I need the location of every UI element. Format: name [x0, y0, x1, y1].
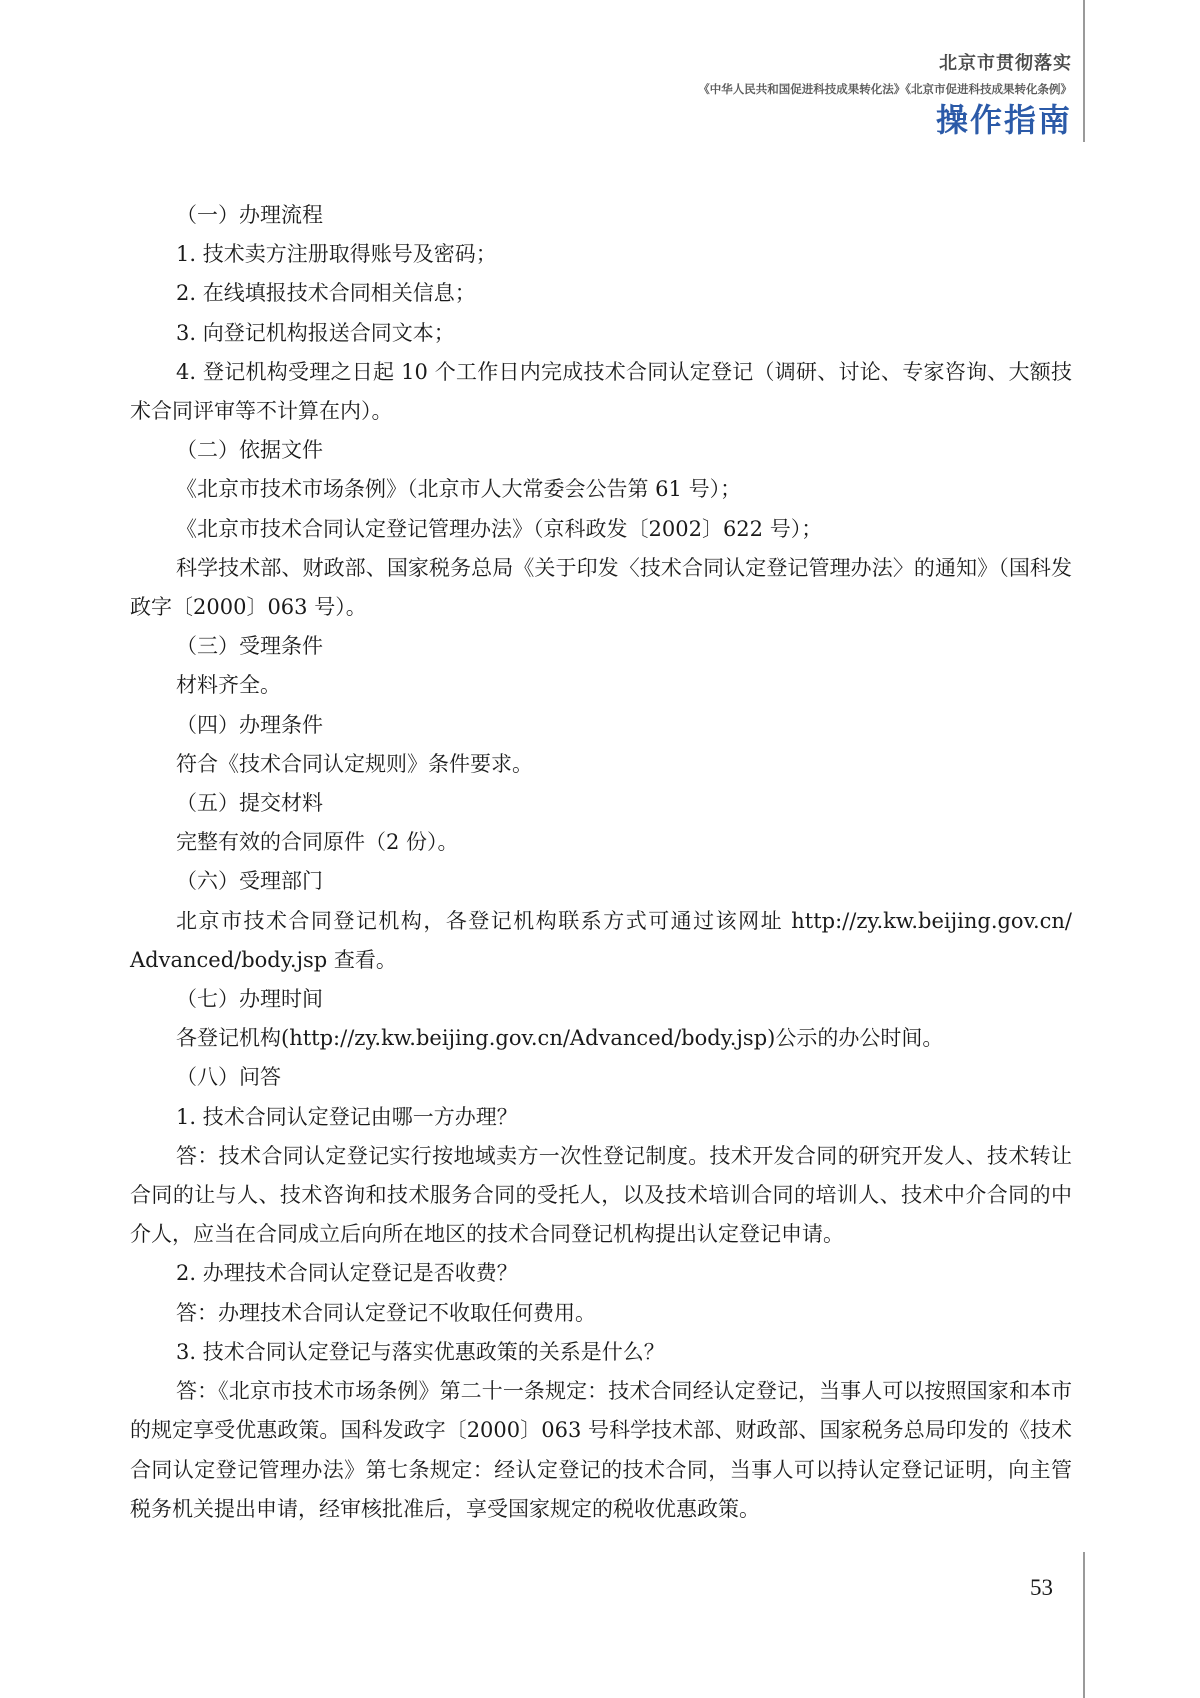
list-item: 1. 技术卖方注册取得账号及密码；	[176, 242, 497, 267]
section-heading: （六）受理部门	[176, 869, 323, 894]
paragraph: 符合《技术合同认定规则》条件要求。	[176, 751, 533, 776]
list-item: 2. 在线填报技术合同相关信息；	[176, 281, 476, 306]
question: 2. 办理技术合同认定登记是否收费？	[176, 1261, 518, 1286]
section-heading: （四）办理条件	[176, 712, 323, 737]
paragraph: 北京市技术合同登记机构，各登记机构联系方式可通过该网址 http://zy.kw.beijing.gov.cn/ Advanced/body.jsp 查看。	[130, 908, 1072, 972]
header-guide: 操作指南	[935, 101, 1072, 139]
page-number: 53	[1030, 1575, 1053, 1600]
section-heading: （八）问答	[176, 1065, 281, 1090]
header-subtitle: 《中华人民共和国促进科技成果转化法》《北京市促进科技成果转化条例》	[698, 82, 1072, 96]
section-heading: （一）办理流程	[176, 203, 323, 227]
margin-rule-bottom	[1083, 1552, 1085, 1698]
paragraph: 材料齐全。	[176, 673, 281, 698]
answer: 答：办理技术合同认定登记不收取任何费用。	[176, 1300, 596, 1325]
margin-rule-top	[1083, 0, 1085, 142]
paragraph: 完整有效的合同原件（2 份）。	[176, 830, 459, 855]
paragraph: 《北京市技术合同认定登记管理办法》（京科政发〔2002〕622 号）；	[176, 516, 823, 541]
answer: 答：技术合同认定登记实行按地域卖方一次性登记制度。技术开发合同的研究开发人、技术转让合同的让与人、技术咨询和技术服务合同的受托人，以及技术培训合同的培训人、技术中介合同的中介人，应当在合同成立后向所在地区的技术合同登记机构提出认定登记申请。	[130, 1143, 1072, 1247]
question: 1. 技术合同认定登记由哪一方办理？	[176, 1104, 518, 1129]
section-heading: （三）受理条件	[176, 634, 323, 659]
section-heading: （七）办理时间	[176, 987, 323, 1012]
section-heading: （五）提交材料	[176, 791, 323, 816]
paragraph: 科学技术部、财政部、国家税务总局《关于印发〈技术合同认定登记管理办法〉的通知》（国科发政字〔2000〕063 号）。	[130, 555, 1072, 620]
running-header	[698, 52, 1072, 140]
list-item: 3. 向登记机构报送合同文本；	[176, 320, 455, 345]
paragraph: 《北京市技术市场条例》（北京市人大常委会公告第 61 号）；	[176, 477, 742, 502]
body-text	[130, 196, 1072, 1529]
list-item: 4. 登记机构受理之日起 10 个工作日内完成技术合同认定登记（调研、讨论、专家咨询、大额技术合同评审等不计算在内）。	[130, 359, 1072, 424]
paragraph: 各登记机构(http://zy.kw.beijing.gov.cn/Advanced/body.jsp)公示的办公时间。	[176, 1026, 944, 1051]
question: 3. 技术合同认定登记与落实优惠政策的关系是什么？	[176, 1339, 665, 1364]
section-heading: （二）依据文件	[176, 438, 323, 463]
header-title: 北京市贯彻落实	[939, 53, 1072, 74]
answer: 答：《北京市技术市场条例》第二十一条规定：技术合同经认定登记，当事人可以按照国家和本市的规定享受优惠政策。国科发政字〔2000〕063 号科学技术部、财政部、国家税务总局印发的《技术合同认定登记管理办法》第七条规定：经认定登记的技术合同，当事人可以持认定登记证明，向主管税务机关提出申请，经审核批准后，享受国家规定的税收优惠政策。	[130, 1379, 1072, 1521]
